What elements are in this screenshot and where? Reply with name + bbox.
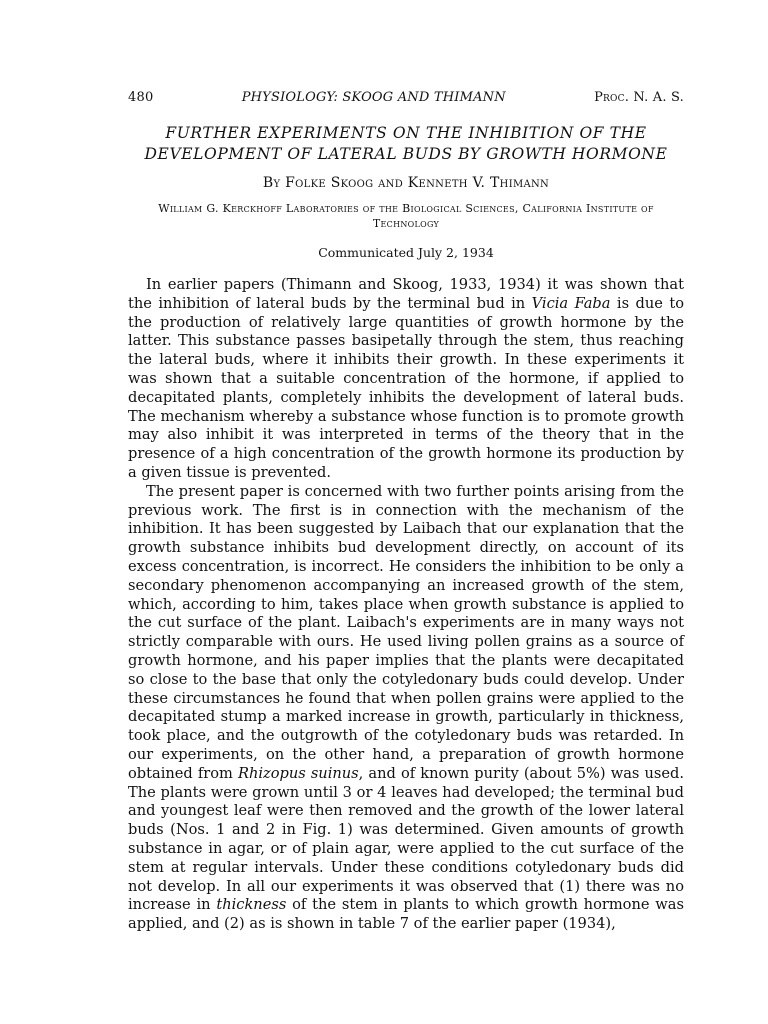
author-affiliation: William G. Kerckhoff Laboratories of the Biological Sciences, California Institute of Technology bbox=[158, 202, 654, 230]
article-body bbox=[128, 276, 684, 934]
journal-page bbox=[128, 90, 684, 934]
journal-abbreviation: Proc. N. A. S. bbox=[594, 90, 684, 105]
page-number: 480 bbox=[128, 90, 154, 105]
communicated-date: Communicated July 2, 1934 bbox=[318, 245, 494, 260]
running-title: PHYSIOLOGY: SKOOG AND THIMANN bbox=[241, 90, 506, 105]
running-head bbox=[128, 90, 684, 105]
body-paragraph-1: In earlier papers (Thimann and Skoog, 1933, 1934) it was shown that the inhibition of lateral buds by the terminal bud in Vicia Faba is due to the production of relatively large quantities of growth hormone by the latter. This substance passes basipetally through the stem, thus reaching the lateral buds, where it inhibits their growth. In these experiments it was shown that a suitable concentration of the hormone, if applied to decapitated plants, completely inhibits the development of lateral buds. The mechanism whereby a substance whose function is to promote growth may also inhibit it was interpreted in terms of the theory that in the presence of a high concentration of the growth hormone its production by a given tissue is prevented. bbox=[128, 276, 684, 481]
article-title: FURTHER EXPERIMENTS ON THE INHIBITION OF THE DEVELOPMENT OF LATERAL BUDS BY GROWTH HORMONE bbox=[144, 124, 668, 163]
body-paragraph-2: The present paper is concerned with two further points arising from the previous work. The first is in connection with the mechanism of the inhibition. It has been suggested by Laibach that our explanation that the growth substance inhibits bud development directly, on account of its excess concentration, is incorrect. He considers the inhibition to be only a secondary phenomenon accompanying an increased growth of the stem, which, according to him, takes place when growth substance is applied to the cut surface of the plant. Laibach's experiments are in many ways not strictly comparable with ours. He used living pollen grains as a source of growth hormone, and his paper implies that the plants were decapitated so close to the base that only the cotyledonary buds could develop. Under these circumstances he found that when pollen grains were applied to the decapitated stump a marked increase in growth, particularly in thickness, took place, and the outgrowth of the cotyledonary buds was retarded. In our experiments, on the other hand, a preparation of growth hormone obtained from Rhizopus suinus, and of known purity (about 5%) was used. The plants were grown until 3 or 4 leaves had developed; the terminal bud and youngest leaf were then removed and the growth of the lower lateral buds (Nos. 1 and 2 in Fig. 1) was determined. Given amounts of growth substance in agar, or of plain agar, were applied to the cut surface of the stem at regular intervals. Under these conditions cotyledonary buds did not develop. In all our experiments it was observed that (1) there was no increase in thickness of the stem in plants to which growth hormone was applied, and (2) as is shown in table 7 of the earlier paper (1934), bbox=[128, 482, 684, 933]
article-authors: By Folke Skoog and Kenneth V. Thimann bbox=[262, 175, 550, 191]
